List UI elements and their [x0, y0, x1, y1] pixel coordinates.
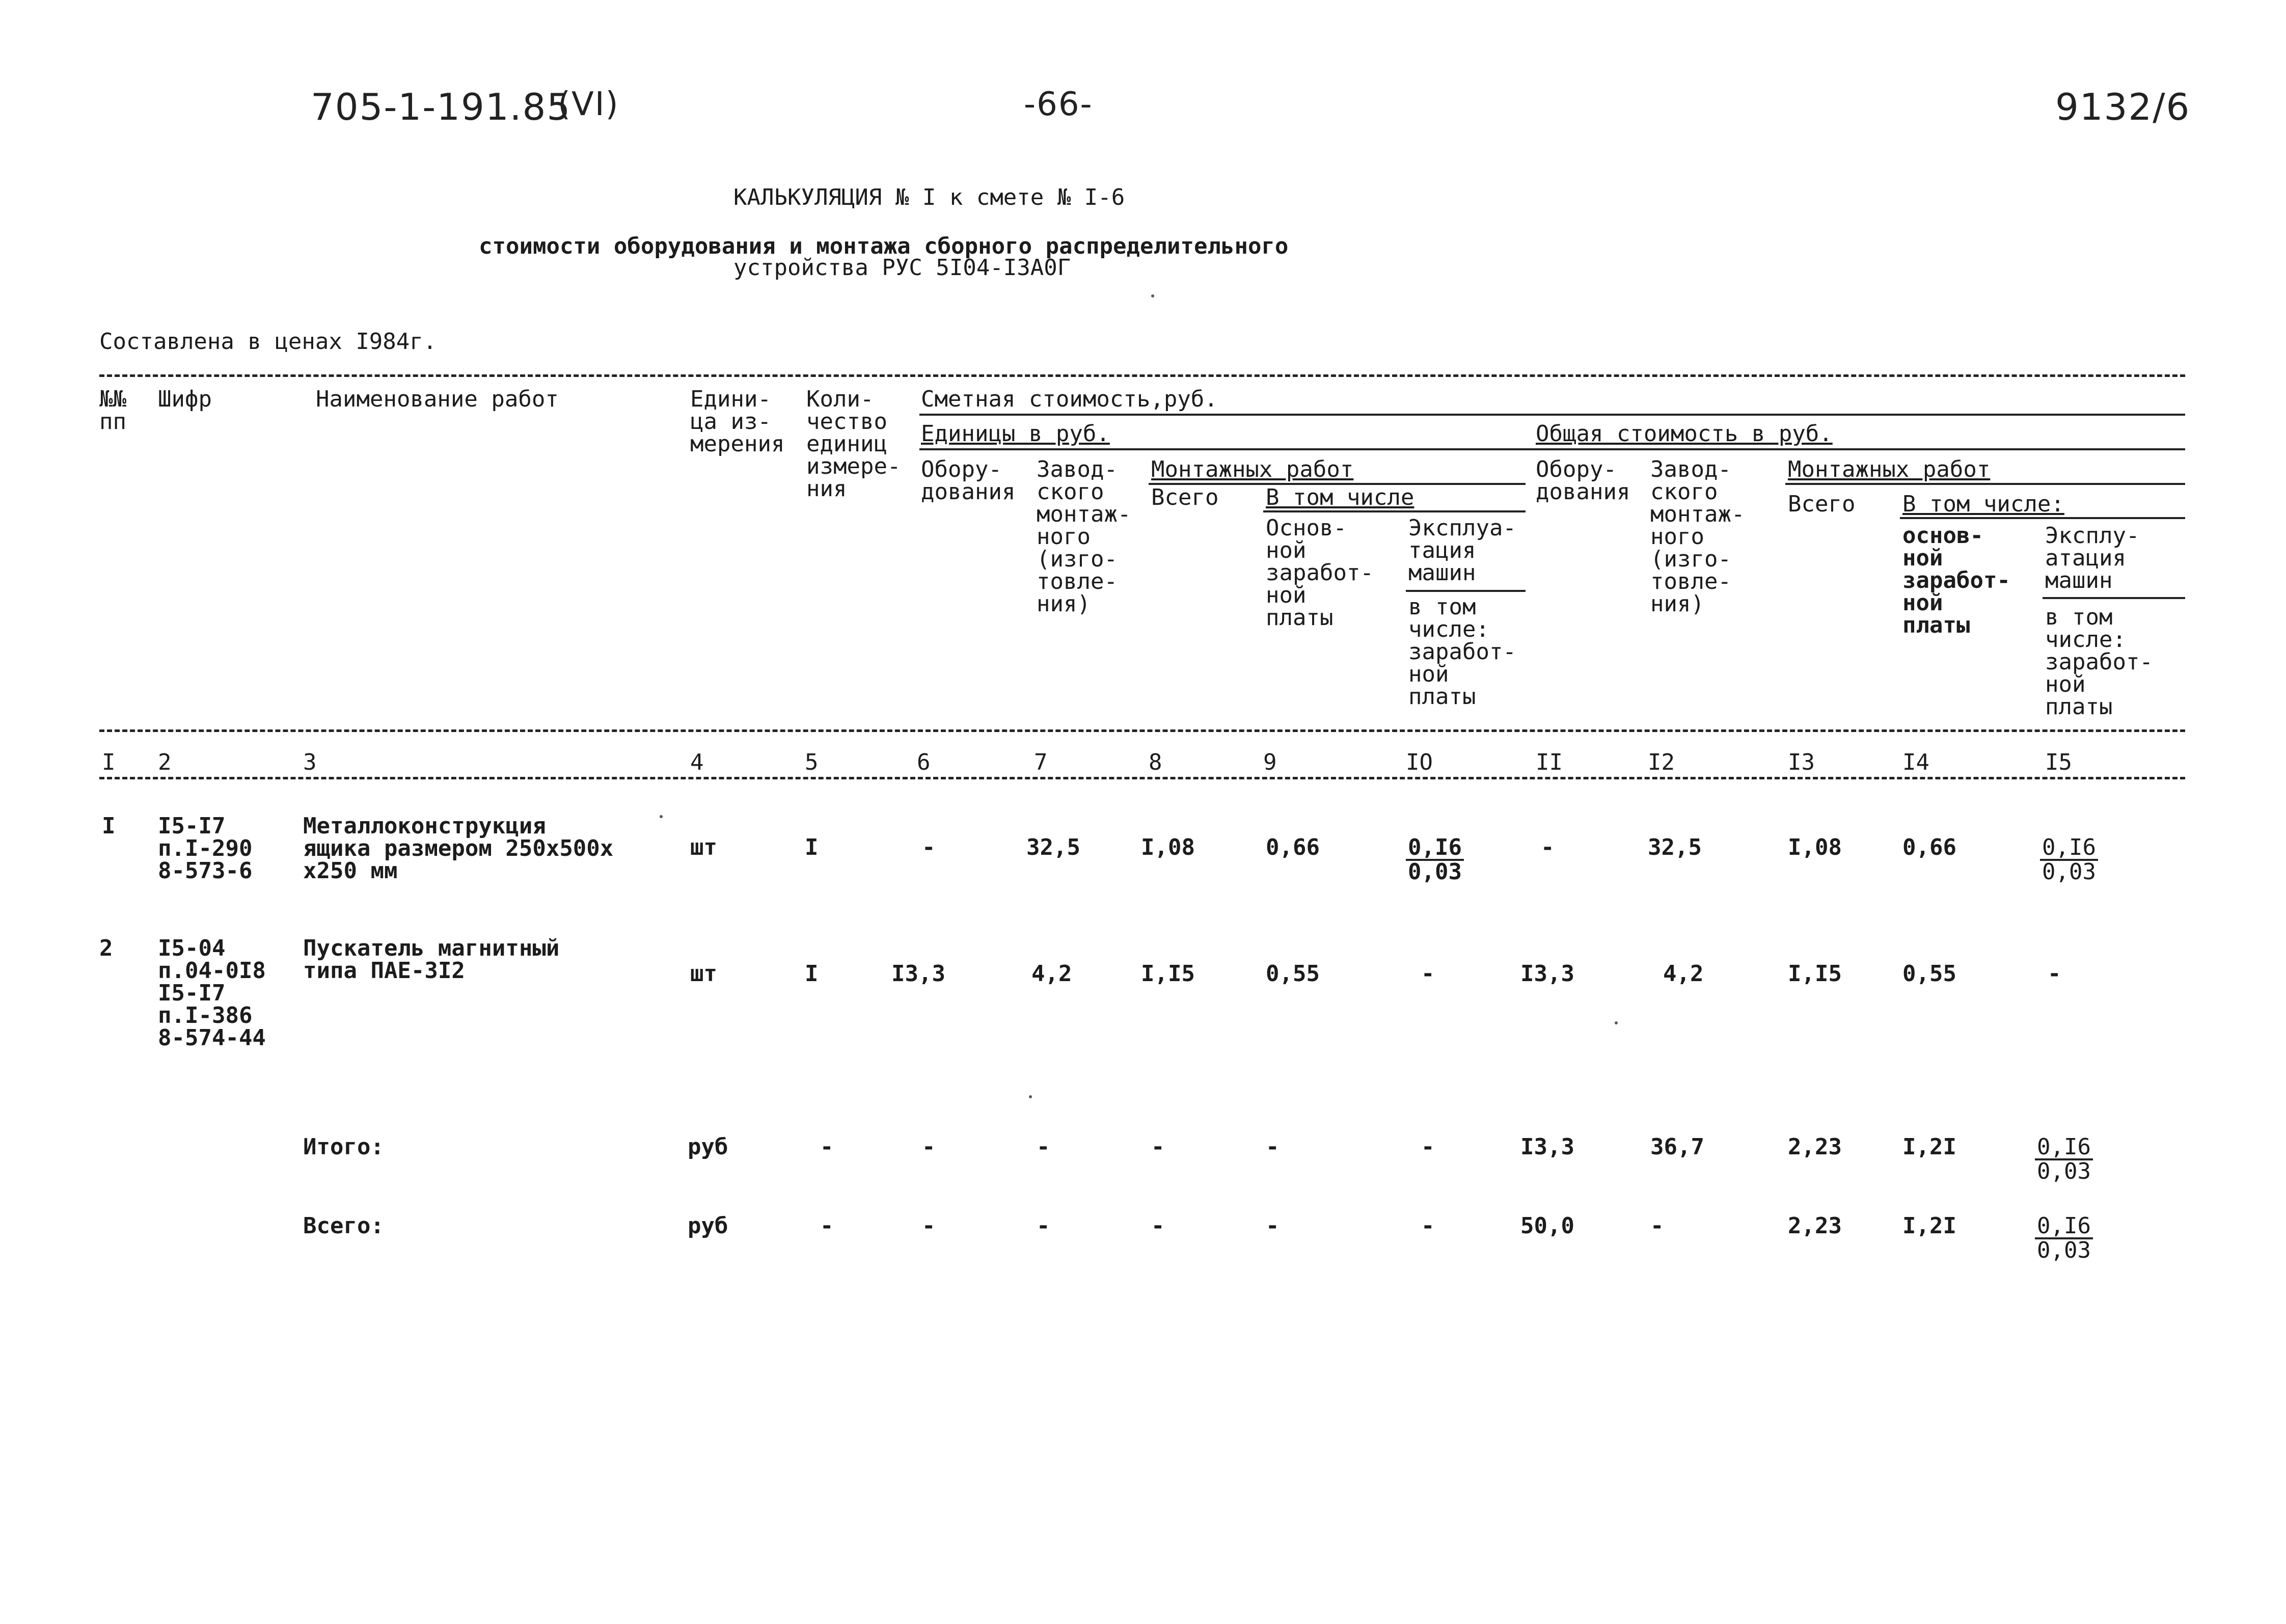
group-total-installation-works: Монтажных работ	[1788, 456, 1991, 482]
itogo-factory-dash: -	[1037, 1134, 1050, 1160]
col-header-base-wage: Основ- ной заработ- ной платы	[1266, 515, 1374, 631]
row2-quantity: I	[805, 961, 819, 987]
col-header-total-installation-total: Всего	[1788, 491, 1856, 517]
scan-speck	[1615, 1021, 1618, 1024]
vsego-install-dash: -	[1151, 1213, 1165, 1239]
itogo-install-dash: -	[1151, 1134, 1165, 1160]
col-number-8: 8	[1149, 749, 1162, 775]
sheet-code: 9132/6	[2055, 86, 2191, 128]
row2-total-equipment: I3,3	[1520, 961, 1574, 987]
vsego-machine-wage-value: 0,03	[2037, 1237, 2091, 1263]
row1-machine-wage-value: 0,03	[1408, 859, 1462, 885]
col-number-14: I4	[1902, 749, 1929, 775]
col-header-number: №№ пп	[99, 386, 126, 435]
group-total-installation-rule	[1785, 483, 2185, 485]
col-number-9: 9	[1263, 749, 1277, 775]
vsego-total-installation: 2,23	[1788, 1213, 1842, 1239]
scan-speck	[660, 815, 663, 818]
row1-unit: шт	[690, 834, 717, 860]
group-estimated-cost: Сметная стоимость,руб.	[921, 386, 1218, 412]
row2-total-machine-operation: -	[2048, 961, 2061, 987]
header-bottom-rule	[99, 729, 2185, 732]
itogo-label: Итого:	[303, 1134, 384, 1160]
vsego-total-base-wage: I,2I	[1902, 1213, 1956, 1239]
vsego-factory-dash: -	[1037, 1213, 1050, 1239]
col-number-12: I2	[1648, 749, 1675, 775]
col-number-15: I5	[2045, 749, 2072, 775]
itogo-equip-dash: -	[922, 1134, 936, 1160]
row2-total-base-wage: 0,55	[1902, 961, 1956, 987]
row1-number: I	[102, 813, 116, 839]
itogo-machine-dash: -	[1421, 1134, 1435, 1160]
col-header-total-base-wage: основ- ной заработ- ной платы	[1902, 523, 2010, 638]
col-number-11: II	[1536, 749, 1563, 775]
vsego-machine-operation-value: 0,I6	[2035, 1215, 2093, 1239]
document-number: 705-1-191.85	[311, 86, 572, 128]
calculation-subtitle-line1: стоимости оборудования и монтажа сборного распределительного	[479, 233, 1289, 259]
col-number-1: I	[102, 749, 116, 775]
col-header-total-machine-wage: в том числе: заработ- ной платы	[2045, 604, 2153, 720]
page-number: -66-	[1024, 86, 1093, 123]
row1-total-equipment: -	[1541, 834, 1555, 860]
row1-total-machine-operation	[2040, 836, 2098, 883]
itogo-total-installation: 2,23	[1788, 1134, 1842, 1160]
col-header-name: Наименование работ	[316, 386, 559, 412]
scan-speck	[1029, 1095, 1032, 1098]
row1-machine-operation	[1406, 836, 1464, 883]
row2-total-installation: I,I5	[1788, 961, 1842, 987]
col-header-code: Шифр	[158, 386, 212, 412]
row1-base-wage: 0,66	[1266, 834, 1320, 860]
prices-note: Составлена в ценах I984г.	[99, 329, 437, 355]
vsego-label: Всего:	[303, 1213, 384, 1239]
col-header-total-machine-operation: Эксплу- атация машин	[2045, 523, 2140, 593]
row1-total-base-wage: 0,66	[1902, 834, 1956, 860]
vsego-total-equipment: 50,0	[1520, 1213, 1574, 1239]
group-installation-works: Монтажных работ	[1151, 456, 1354, 482]
col-number-3: 3	[303, 749, 317, 775]
machine-operation-rule	[1406, 590, 1526, 592]
col-number-4: 4	[690, 749, 704, 775]
vsego-equip-dash: -	[922, 1213, 936, 1239]
col-header-installation-total: Всего	[1151, 484, 1219, 510]
group-including: В том числе	[1266, 484, 1414, 510]
column-numbers-rule	[99, 777, 2185, 779]
row2-base-wage: 0,55	[1266, 961, 1320, 987]
row1-total-machine-wage-value: 0,03	[2042, 859, 2096, 885]
itogo-total-factory: 36,7	[1650, 1134, 1704, 1160]
col-header-machine-wage: в том числе: заработ- ной платы	[1408, 594, 1516, 710]
vsego-unit: руб	[688, 1213, 728, 1239]
row2-machine-operation: -	[1421, 961, 1435, 987]
row2-total-factory: 4,2	[1663, 961, 1704, 987]
col-number-10: IO	[1406, 749, 1433, 775]
row1-code: I5-I7 п.I-290 8-573-6	[158, 813, 253, 884]
col-number-7: 7	[1034, 749, 1048, 775]
row1-equipment: -	[922, 834, 936, 860]
itogo-unit: руб	[688, 1134, 728, 1160]
group-unit-total-rule	[919, 448, 2185, 450]
calculation-subtitle-line2: устройства РУС 5I04-I3А0Г	[733, 255, 1071, 281]
vsego-machine-dash: -	[1421, 1213, 1435, 1239]
group-unit-cost: Единицы в руб.	[921, 421, 1110, 447]
col-number-5: 5	[805, 749, 819, 775]
itogo-machine-operation-value: 0,I6	[2035, 1136, 2093, 1160]
row2-equipment: I3,3	[891, 961, 945, 987]
vsego-qty-dash: -	[820, 1213, 834, 1239]
group-total-including: В том числе:	[1902, 491, 2064, 517]
scan-speck	[1151, 294, 1154, 297]
row1-name: Металлоконструкция ящика размером 250х500х х250 мм	[303, 813, 614, 884]
itogo-total-equipment: I3,3	[1520, 1134, 1574, 1160]
itogo-total-machine-operation	[2035, 1136, 2093, 1183]
header-top-rule	[99, 374, 2185, 377]
row2-installation-total: I,I5	[1141, 961, 1195, 987]
col-number-13: I3	[1788, 749, 1815, 775]
col-header-total-equipment: Обору- дования	[1536, 456, 1630, 505]
col-header-machine-operation: Эксплуа- тация машин	[1408, 515, 1516, 586]
row2-code: I5-04 п.04-0I8 I5-I7 п.I-386 8-574-44	[158, 935, 266, 1051]
group-total-cost: Общая стоимость в руб.	[1536, 421, 1833, 447]
row1-total-installation: I,08	[1788, 834, 1842, 860]
group-estimated-cost-rule	[919, 414, 2185, 416]
total-machine-operation-rule	[2043, 597, 2185, 599]
col-number-6: 6	[917, 749, 931, 775]
row2-unit: шт	[690, 961, 717, 987]
calculation-title: КАЛЬКУЛЯЦИЯ № I к смете № I-6	[733, 184, 1125, 210]
row1-installation-total: I,08	[1141, 834, 1195, 860]
col-header-factory-assembly: Завод- ского монтаж- ного (изго- товле- ния)	[1037, 456, 1131, 617]
row1-quantity: I	[805, 834, 819, 860]
row1-machine-operation-value: 0,I6	[1406, 836, 1464, 861]
itogo-total-base-wage: I,2I	[1902, 1134, 1956, 1160]
group-including-rule	[1263, 510, 1526, 512]
col-header-quantity: Коли- чество единиц измере- ния	[806, 386, 901, 502]
row1-total-factory: 32,5	[1648, 834, 1702, 860]
document-volume: (VI)	[558, 86, 619, 123]
itogo-qty-dash: -	[820, 1134, 834, 1160]
row2-name: Пускатель магнитный типа ПАЕ-3I2	[303, 935, 560, 984]
col-header-unit: Едини- ца из- мерения	[690, 386, 785, 457]
row2-number: 2	[99, 935, 113, 961]
row2-factory: 4,2	[1031, 961, 1072, 987]
vsego-total-factory: -	[1650, 1213, 1664, 1239]
group-total-including-rule	[1900, 517, 2185, 519]
vsego-wage-dash: -	[1266, 1213, 1280, 1239]
itogo-machine-wage-value: 0,03	[2037, 1158, 2091, 1184]
vsego-total-machine-operation	[2035, 1215, 2093, 1262]
col-header-total-factory-assembly: Завод- ского монтаж- ного (изго- товле- ния)	[1650, 456, 1745, 617]
col-header-equipment: Обору- дования	[921, 456, 1016, 505]
row1-total-machine-operation-value: 0,I6	[2040, 836, 2098, 861]
row1-factory: 32,5	[1026, 834, 1080, 860]
col-number-2: 2	[158, 749, 172, 775]
itogo-wage-dash: -	[1266, 1134, 1280, 1160]
